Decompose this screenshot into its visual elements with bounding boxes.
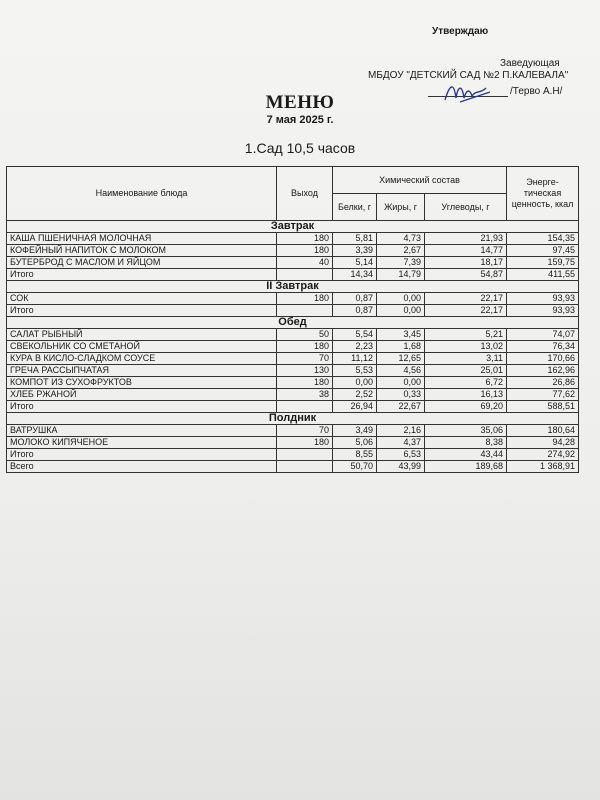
col-header-carbs: Углеводы, г [425,194,507,221]
table-row [7,365,579,377]
dish-fat: 0,33 [377,389,425,401]
dish-name: БУТЕРБРОД С МАСЛОМ И ЯЙЦОМ [7,257,277,269]
col-header-fat: Жиры, г [377,194,425,221]
dish-carbs: 13,02 [425,341,507,353]
total-protein: 0,87 [333,305,377,317]
table-row [7,233,579,245]
dish-energy: 94,28 [507,437,579,449]
dish-fat: 2,16 [377,425,425,437]
dish-fat: 1,68 [377,341,425,353]
total-output [277,449,333,461]
table-row [7,425,579,437]
dish-energy: 76,34 [507,341,579,353]
dish-output: 180 [277,377,333,389]
total-fat: 14,79 [377,269,425,281]
total-row [7,401,579,413]
section-header [7,413,579,425]
dish-output: 38 [277,389,333,401]
total-output [277,305,333,317]
menu-table [6,166,579,473]
dish-energy: 162,96 [507,365,579,377]
table-row [7,329,579,341]
dish-name: СВЕКОЛЬНИК СО СМЕТАНОЙ [7,341,277,353]
col-header-chem: Химический состав [333,167,507,194]
total-carbs: 54,87 [425,269,507,281]
table-row [7,293,579,305]
table-row [7,377,579,389]
total-protein: 14,34 [333,269,377,281]
total-carbs: 43,44 [425,449,507,461]
dish-output: 70 [277,353,333,365]
dish-name: КОМПОТ ИЗ СУХОФРУКТОВ [7,377,277,389]
total-carbs: 22,17 [425,305,507,317]
dish-carbs: 16,13 [425,389,507,401]
dish-fat: 0,00 [377,293,425,305]
total-row [7,449,579,461]
col-header-protein: Белки, г [333,194,377,221]
total-energy: 93,93 [507,305,579,317]
dish-protein: 3,49 [333,425,377,437]
dish-output: 50 [277,329,333,341]
dish-energy: 180,64 [507,425,579,437]
table-row [7,257,579,269]
total-energy: 274,92 [507,449,579,461]
dish-output: 180 [277,245,333,257]
dish-carbs: 8,38 [425,437,507,449]
grand-total-protein: 50,70 [333,461,377,473]
dish-energy: 74,07 [507,329,579,341]
dish-carbs: 21,93 [425,233,507,245]
grand-total-row [7,461,579,473]
dish-carbs: 18,17 [425,257,507,269]
dish-protein: 5,14 [333,257,377,269]
grand-total-energy: 1 368,91 [507,461,579,473]
dish-fat: 4,37 [377,437,425,449]
dish-output: 180 [277,233,333,245]
dish-name: МОЛОКО КИПЯЧЕНОЕ [7,437,277,449]
total-output [277,401,333,413]
table-row [7,341,579,353]
grand-total-carbs: 189,68 [425,461,507,473]
dish-protein: 11,12 [333,353,377,365]
dish-carbs: 22,17 [425,293,507,305]
dish-output: 180 [277,341,333,353]
page-title: МЕНЮ [265,92,335,113]
section-header [7,317,579,329]
dish-carbs: 25,01 [425,365,507,377]
col-header-name: Наименование блюда [7,167,277,221]
col-header-energy: Энерге-тическая ценность, ккал [507,167,579,221]
dish-output: 70 [277,425,333,437]
dish-protein: 5,54 [333,329,377,341]
dish-name: ГРЕЧА РАССЫПЧАТАЯ [7,365,277,377]
dish-carbs: 35,06 [425,425,507,437]
dish-name: ВАТРУШКА [7,425,277,437]
section-title: Обед [7,317,579,329]
dish-fat: 12,65 [377,353,425,365]
dish-energy: 93,93 [507,293,579,305]
table-row [7,353,579,365]
col-header-output: Выход [277,167,333,221]
total-fat: 6,53 [377,449,425,461]
section-header [7,281,579,293]
dish-protein: 5,06 [333,437,377,449]
dish-protein: 0,00 [333,377,377,389]
dish-output: 40 [277,257,333,269]
dish-name: САЛАТ РЫБНЫЙ [7,329,277,341]
dish-protein: 5,81 [333,233,377,245]
section-title: II Завтрак [7,281,579,293]
dish-fat: 0,00 [377,377,425,389]
dish-name: КУРА В КИСЛО-СЛАДКОМ СОУСЕ [7,353,277,365]
dish-output: 180 [277,293,333,305]
dish-fat: 7,39 [377,257,425,269]
organization-label: МБДОУ "ДЕТСКИЙ САД №2 П.КАЛЕВАЛА" [368,70,569,81]
dish-protein: 0,87 [333,293,377,305]
group-label: 1.Сад 10,5 часов [244,140,356,156]
total-label: Итого [7,305,277,317]
dish-name: ХЛЕБ РЖАНОЙ [7,389,277,401]
total-fat: 22,67 [377,401,425,413]
grand-total-label: Всего [7,461,277,473]
total-output [277,269,333,281]
dish-carbs: 6,72 [425,377,507,389]
grand-total-output [277,461,333,473]
total-label: Итого [7,401,277,413]
section-header [7,221,579,233]
dish-fat: 4,56 [377,365,425,377]
dish-output: 180 [277,437,333,449]
dish-name: КАША ПШЕНИЧНАЯ МОЛОЧНАЯ [7,233,277,245]
dish-protein: 3,39 [333,245,377,257]
director-name: /Терво А.Н/ [510,86,563,97]
dish-energy: 159,75 [507,257,579,269]
total-row [7,305,579,317]
table-row [7,389,579,401]
dish-energy: 170,66 [507,353,579,365]
dish-output: 130 [277,365,333,377]
dish-protein: 2,23 [333,341,377,353]
table-row [7,437,579,449]
total-label: Итого [7,269,277,281]
section-title: Завтрак [7,221,579,233]
dish-fat: 2,67 [377,245,425,257]
menu-date: 7 мая 2025 г. [266,114,334,126]
grand-total-fat: 43,99 [377,461,425,473]
total-fat: 0,00 [377,305,425,317]
dish-protein: 2,52 [333,389,377,401]
section-title: Полдник [7,413,579,425]
dish-name: СОК [7,293,277,305]
total-protein: 26,94 [333,401,377,413]
position-label: Заведующая [500,58,560,69]
dish-energy: 154,35 [507,233,579,245]
dish-fat: 3,45 [377,329,425,341]
dish-carbs: 14,77 [425,245,507,257]
dish-fat: 4,73 [377,233,425,245]
dish-energy: 97,45 [507,245,579,257]
total-energy: 411,55 [507,269,579,281]
dish-energy: 26,86 [507,377,579,389]
dish-name: КОФЕЙНЫЙ НАПИТОК С МОЛОКОМ [7,245,277,257]
total-protein: 8,55 [333,449,377,461]
total-carbs: 69,20 [425,401,507,413]
total-row [7,269,579,281]
total-energy: 588,51 [507,401,579,413]
table-row [7,245,579,257]
dish-carbs: 3,11 [425,353,507,365]
total-label: Итого [7,449,277,461]
approve-label: Утверждаю [432,26,489,37]
dish-carbs: 5,21 [425,329,507,341]
dish-energy: 77,62 [507,389,579,401]
dish-protein: 5,53 [333,365,377,377]
